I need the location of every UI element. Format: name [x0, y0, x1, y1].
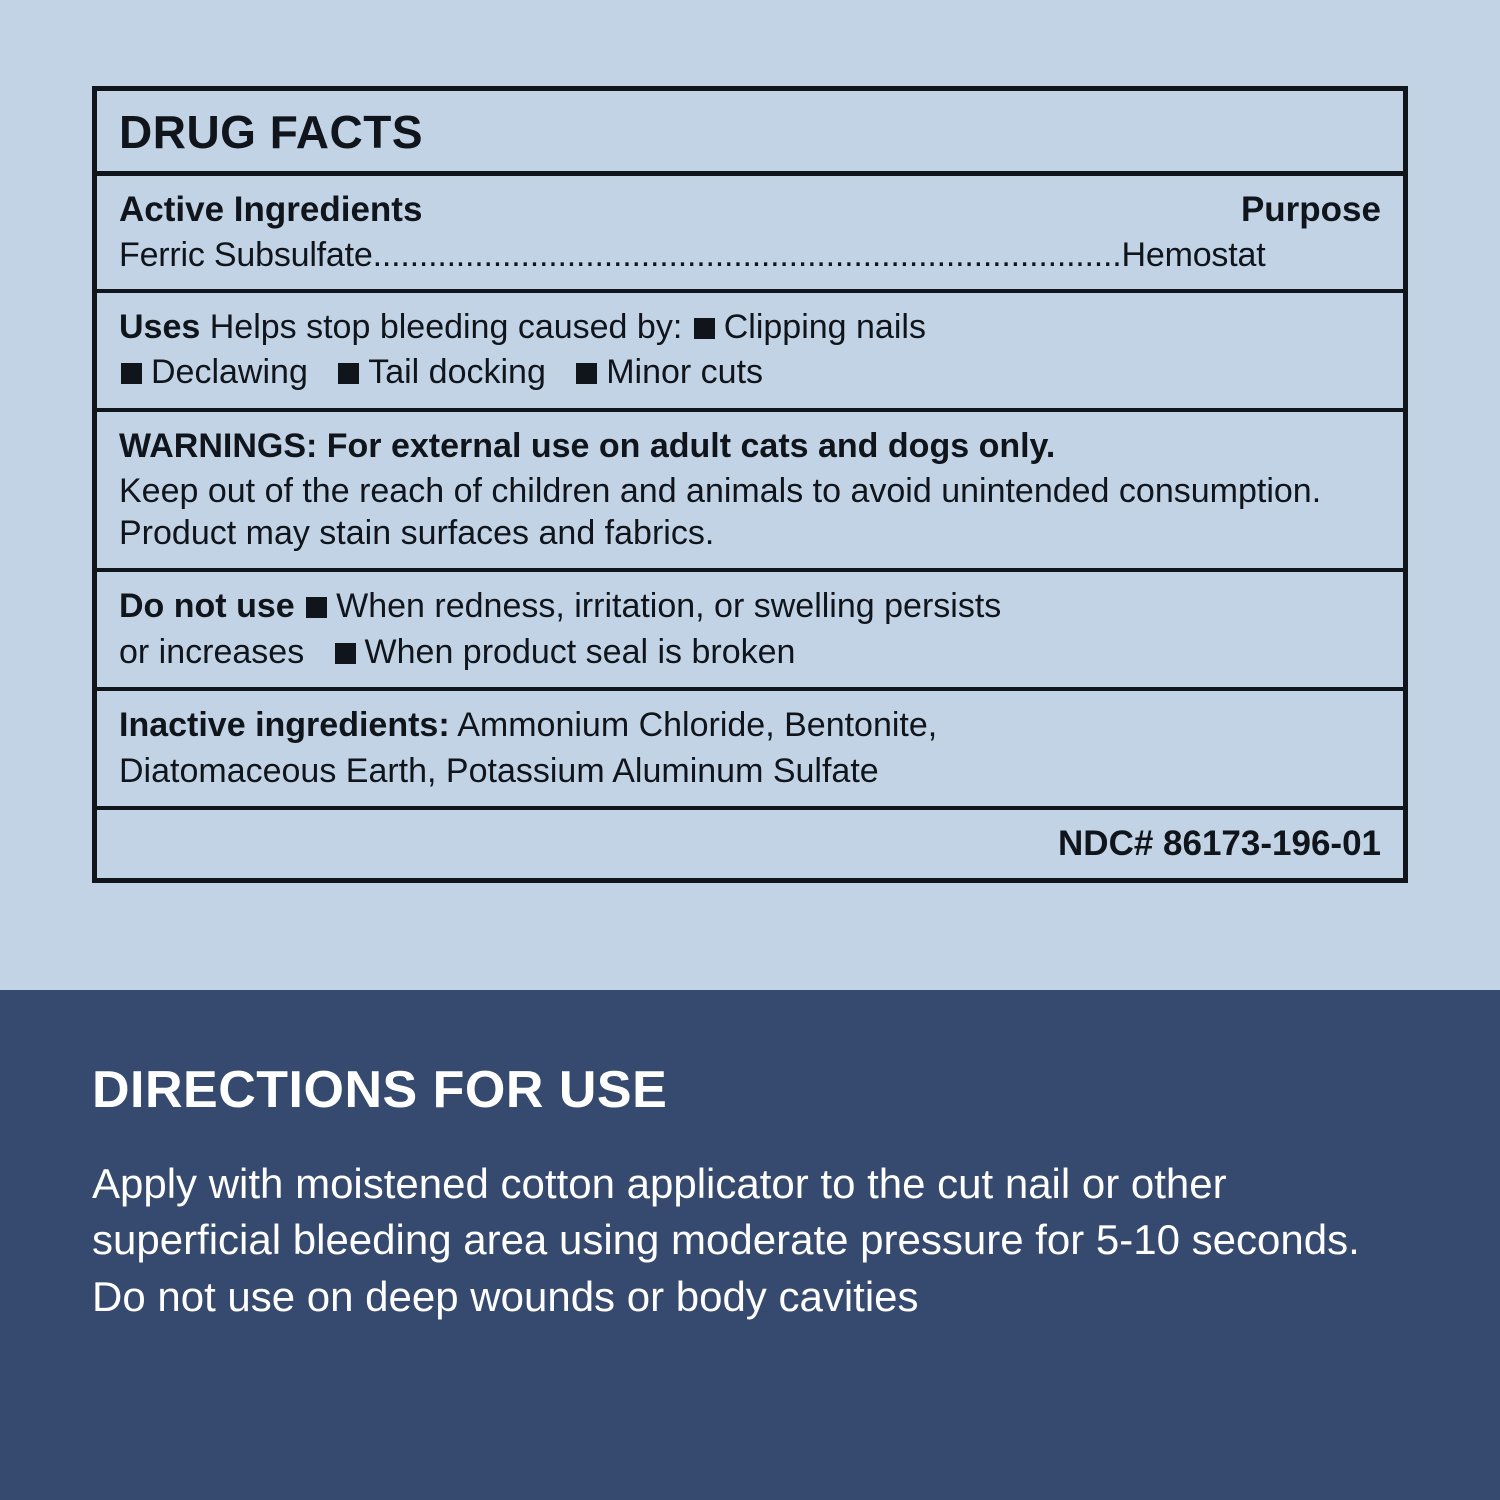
directions-title: DIRECTIONS FOR USE: [92, 1061, 668, 1119]
do-not-use-line-2: [119, 632, 1381, 673]
inactive-ingredients-value-2: Diatomaceous Earth, Potassium Aluminum Sulfate: [119, 751, 879, 790]
do-not-use-section: [97, 572, 1403, 687]
inactive-ingredients-value-1: Ammonium Chloride, Bentonite,: [457, 706, 938, 745]
directions-body: Apply with moistened cotton applicator to the cut nail or other superficial bleeding area using moderate pressure for 5-10 seconds. Do not use on deep wounds or body cavities: [92, 1160, 1360, 1320]
active-ingredient-row: Ferric Subsulfate.................................................................................Hemostat: [119, 236, 1266, 274]
active-ingredients-header: [119, 190, 1381, 230]
uses-intro: Helps stop bleeding caused by:: [209, 308, 683, 346]
warnings-section: [97, 412, 1403, 568]
purpose-label: Purpose: [1240, 190, 1381, 229]
uses-line-2: [119, 352, 1381, 393]
uses-item-2: Tail docking: [368, 353, 546, 392]
warnings-body: Keep out of the reach of children and animals to avoid unintended consumption. Product may stain surfaces and fabrics.: [119, 472, 1322, 552]
bullet-square-icon: [576, 363, 597, 384]
uses-label: Uses: [119, 308, 201, 346]
uses-item-0: Clipping nails: [723, 308, 926, 346]
ndc-number: NDC# 86173-196-01: [1058, 824, 1381, 864]
inactive-line-1: [119, 705, 1381, 746]
inactive-ingredients-section: [97, 691, 1403, 806]
inactive-ingredients-label: Inactive ingredients:: [119, 706, 450, 745]
bullet-square-icon: [306, 597, 327, 618]
do-not-use-item-1-continued: or increases: [119, 632, 305, 671]
do-not-use-item-2: When product seal is broken: [364, 632, 796, 671]
active-ingredients-section: [97, 176, 1403, 289]
uses-item-3: Minor cuts: [606, 353, 764, 392]
uses-line-1: [119, 307, 1381, 348]
do-not-use-item-1: When redness, irritation, or swelling persists: [336, 587, 1002, 626]
uses-item-1: Declawing: [151, 353, 308, 392]
uses-section: [97, 293, 1403, 408]
do-not-use-label: Do not use: [119, 587, 295, 626]
active-ingredients-label: Active Ingredients: [119, 190, 423, 229]
bullet-square-icon: [335, 643, 356, 664]
drug-facts-title: DRUG FACTS: [119, 106, 423, 158]
bullet-square-icon: [121, 363, 142, 384]
do-not-use-line-1: [119, 586, 1381, 627]
bullet-square-icon: [338, 363, 359, 384]
drug-facts-box: [92, 86, 1408, 883]
directions-panel: [0, 990, 1500, 1500]
warnings-heading: WARNINGS: For external use on adult cats and dogs only.: [119, 426, 1056, 465]
bullet-square-icon: [694, 318, 715, 339]
